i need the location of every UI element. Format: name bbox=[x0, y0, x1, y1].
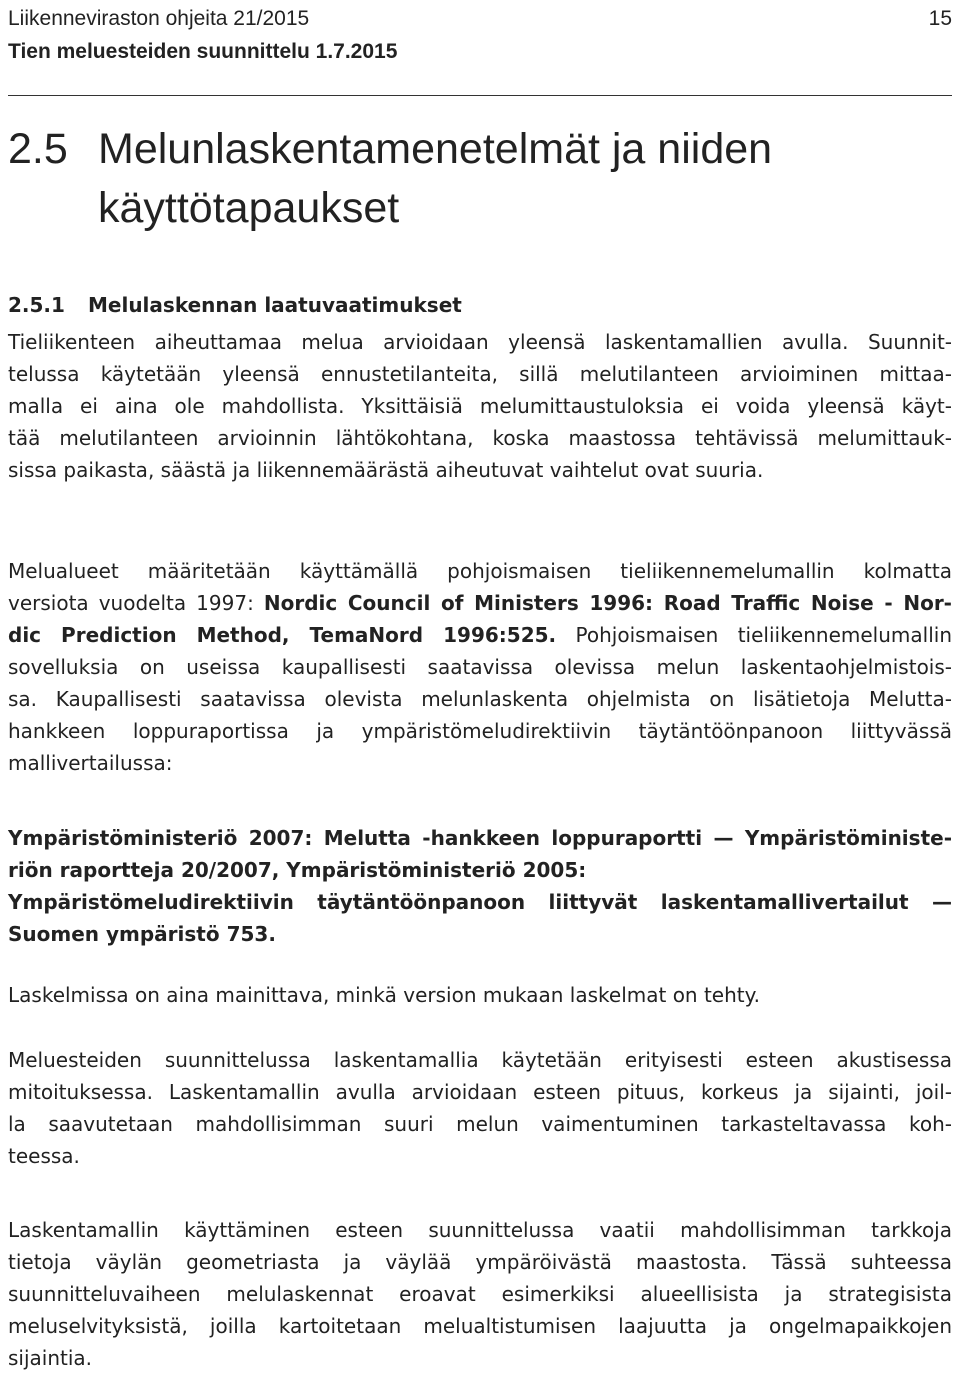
paragraph-4 bbox=[8, 1044, 952, 1172]
paragraph-line: Laskentamallin käyttäminen esteen suunnittelussa vaatii mahdollisimman tarkkoja bbox=[8, 1218, 952, 1242]
reference-line: Ympäristömeludirektiivin täytäntöönpanoon liittyvät laskentamallivertailut — bbox=[8, 890, 952, 914]
header-divider bbox=[8, 95, 952, 96]
page-header bbox=[8, 2, 952, 68]
paragraph-line bbox=[8, 587, 952, 619]
paragraph-line: mallivertailussa: bbox=[8, 751, 173, 775]
paragraph-line: hankkeen loppuraportissa ja ympäristömeludirektiivin täytäntöönpanoon liittyvässä bbox=[8, 719, 952, 743]
section-number: 2.5 bbox=[8, 125, 68, 173]
standard-citation: dic Prediction Method, TemaNord 1996:525. bbox=[8, 623, 557, 647]
paragraph-5 bbox=[8, 1214, 952, 1374]
paragraph-line: Tieliikenteen aiheuttamaa melua arvioidaan yleensä laskentamallien avulla. Suunnit- bbox=[8, 330, 952, 354]
page-number: 15 bbox=[928, 7, 952, 30]
document-title: Tien meluesteiden suunnittelu 1.7.2015 bbox=[8, 40, 398, 63]
paragraph-line: Melualueet määritetään käyttämällä pohjoismaisen tieliikennemelumallin kolmatta bbox=[8, 559, 952, 583]
reference-line: riön raportteja 20/2007, Ympäristöministeriö 2005: bbox=[8, 858, 587, 882]
paragraph-line: sa. Kaupallisesti saatavissa olevista melunlaskenta ohjelmista on lisätietoja Melutta- bbox=[8, 687, 952, 711]
paragraph-line: tää melutilanteen arvioinnin lähtökohtana, koska maastossa tehtävissä melumittauk- bbox=[8, 426, 952, 450]
paragraph-line: teessa. bbox=[8, 1144, 80, 1168]
paragraph-line: sijaintia. bbox=[8, 1346, 93, 1370]
paragraph-text: versiota vuodelta 1997: bbox=[8, 591, 264, 615]
paragraph-line: sissa paikasta, säästä ja liikennemäärästä aiheutuvat vaihtelut ovat suuria. bbox=[8, 458, 764, 482]
paragraph-line: telussa käytetään yleensä ennustetilanteita, sillä melutilanteen arvioiminen mittaa- bbox=[8, 362, 952, 386]
reference-line: Ympäristöministeriö 2007: Melutta -hankkeen loppuraportti — Ympäristöministe- bbox=[8, 826, 952, 850]
paragraph-line: la saavutetaan mahdollisimman suuri melun vaimentuminen tarkasteltavassa koh- bbox=[8, 1112, 952, 1136]
reference-list bbox=[8, 822, 952, 950]
subsection-heading bbox=[8, 289, 462, 321]
paragraph-line: malla ei aina ole mahdollista. Yksittäisiä melumittaustuloksia ei voida yleensä käyt- bbox=[8, 394, 952, 418]
publication-series: Liikenneviraston ohjeita 21/2015 bbox=[8, 7, 310, 30]
paragraph-2 bbox=[8, 555, 952, 779]
paragraph-line: meluselvityksistä, joilla kartoitetaan melualtistumisen laajuutta ja ongelmapaikkojen bbox=[8, 1314, 952, 1338]
paragraph-line: mitoituksessa. Laskentamallin avulla arvioidaan esteen pituus, korkeus ja sijainti, joil- bbox=[8, 1080, 952, 1104]
reference-line: Suomen ympäristö 753. bbox=[8, 922, 276, 946]
section-heading bbox=[8, 120, 948, 238]
paragraph-text: Pohjoismaisen tieliikennemelumallin bbox=[556, 623, 953, 647]
paragraph-line: Laskelmissa on aina mainittava, minkä version mukaan laskelmat on tehty. bbox=[8, 983, 760, 1007]
paragraph-line bbox=[8, 619, 952, 651]
section-title: Melunlaskentamenetelmät ja niiden käyttötapaukset bbox=[98, 125, 773, 232]
paragraph-line: Meluesteiden suunnittelussa laskentamallia käytetään erityisesti esteen akustisessa bbox=[8, 1048, 952, 1072]
paragraph-1 bbox=[8, 326, 952, 486]
subsection-number: 2.5.1 bbox=[8, 293, 65, 317]
paragraph-line: tietoja väylän geometriasta ja väylää ympäröivästä maastosta. Tässä suhteessa bbox=[8, 1250, 952, 1274]
paragraph-3 bbox=[8, 979, 952, 1011]
subsection-title: Melulaskennan laatuvaatimukset bbox=[88, 293, 462, 317]
paragraph-line: sovelluksia on useissa kaupallisesti saatavissa olevissa melun laskentaohjelmistois- bbox=[8, 655, 952, 679]
standard-citation: Nordic Council of Ministers 1996: Road Traffic Noise - Nor- bbox=[263, 591, 952, 615]
paragraph-line: suunnitteluvaiheen melulaskennat eroavat esimerkiksi alueellisista ja strategisista bbox=[8, 1282, 952, 1306]
